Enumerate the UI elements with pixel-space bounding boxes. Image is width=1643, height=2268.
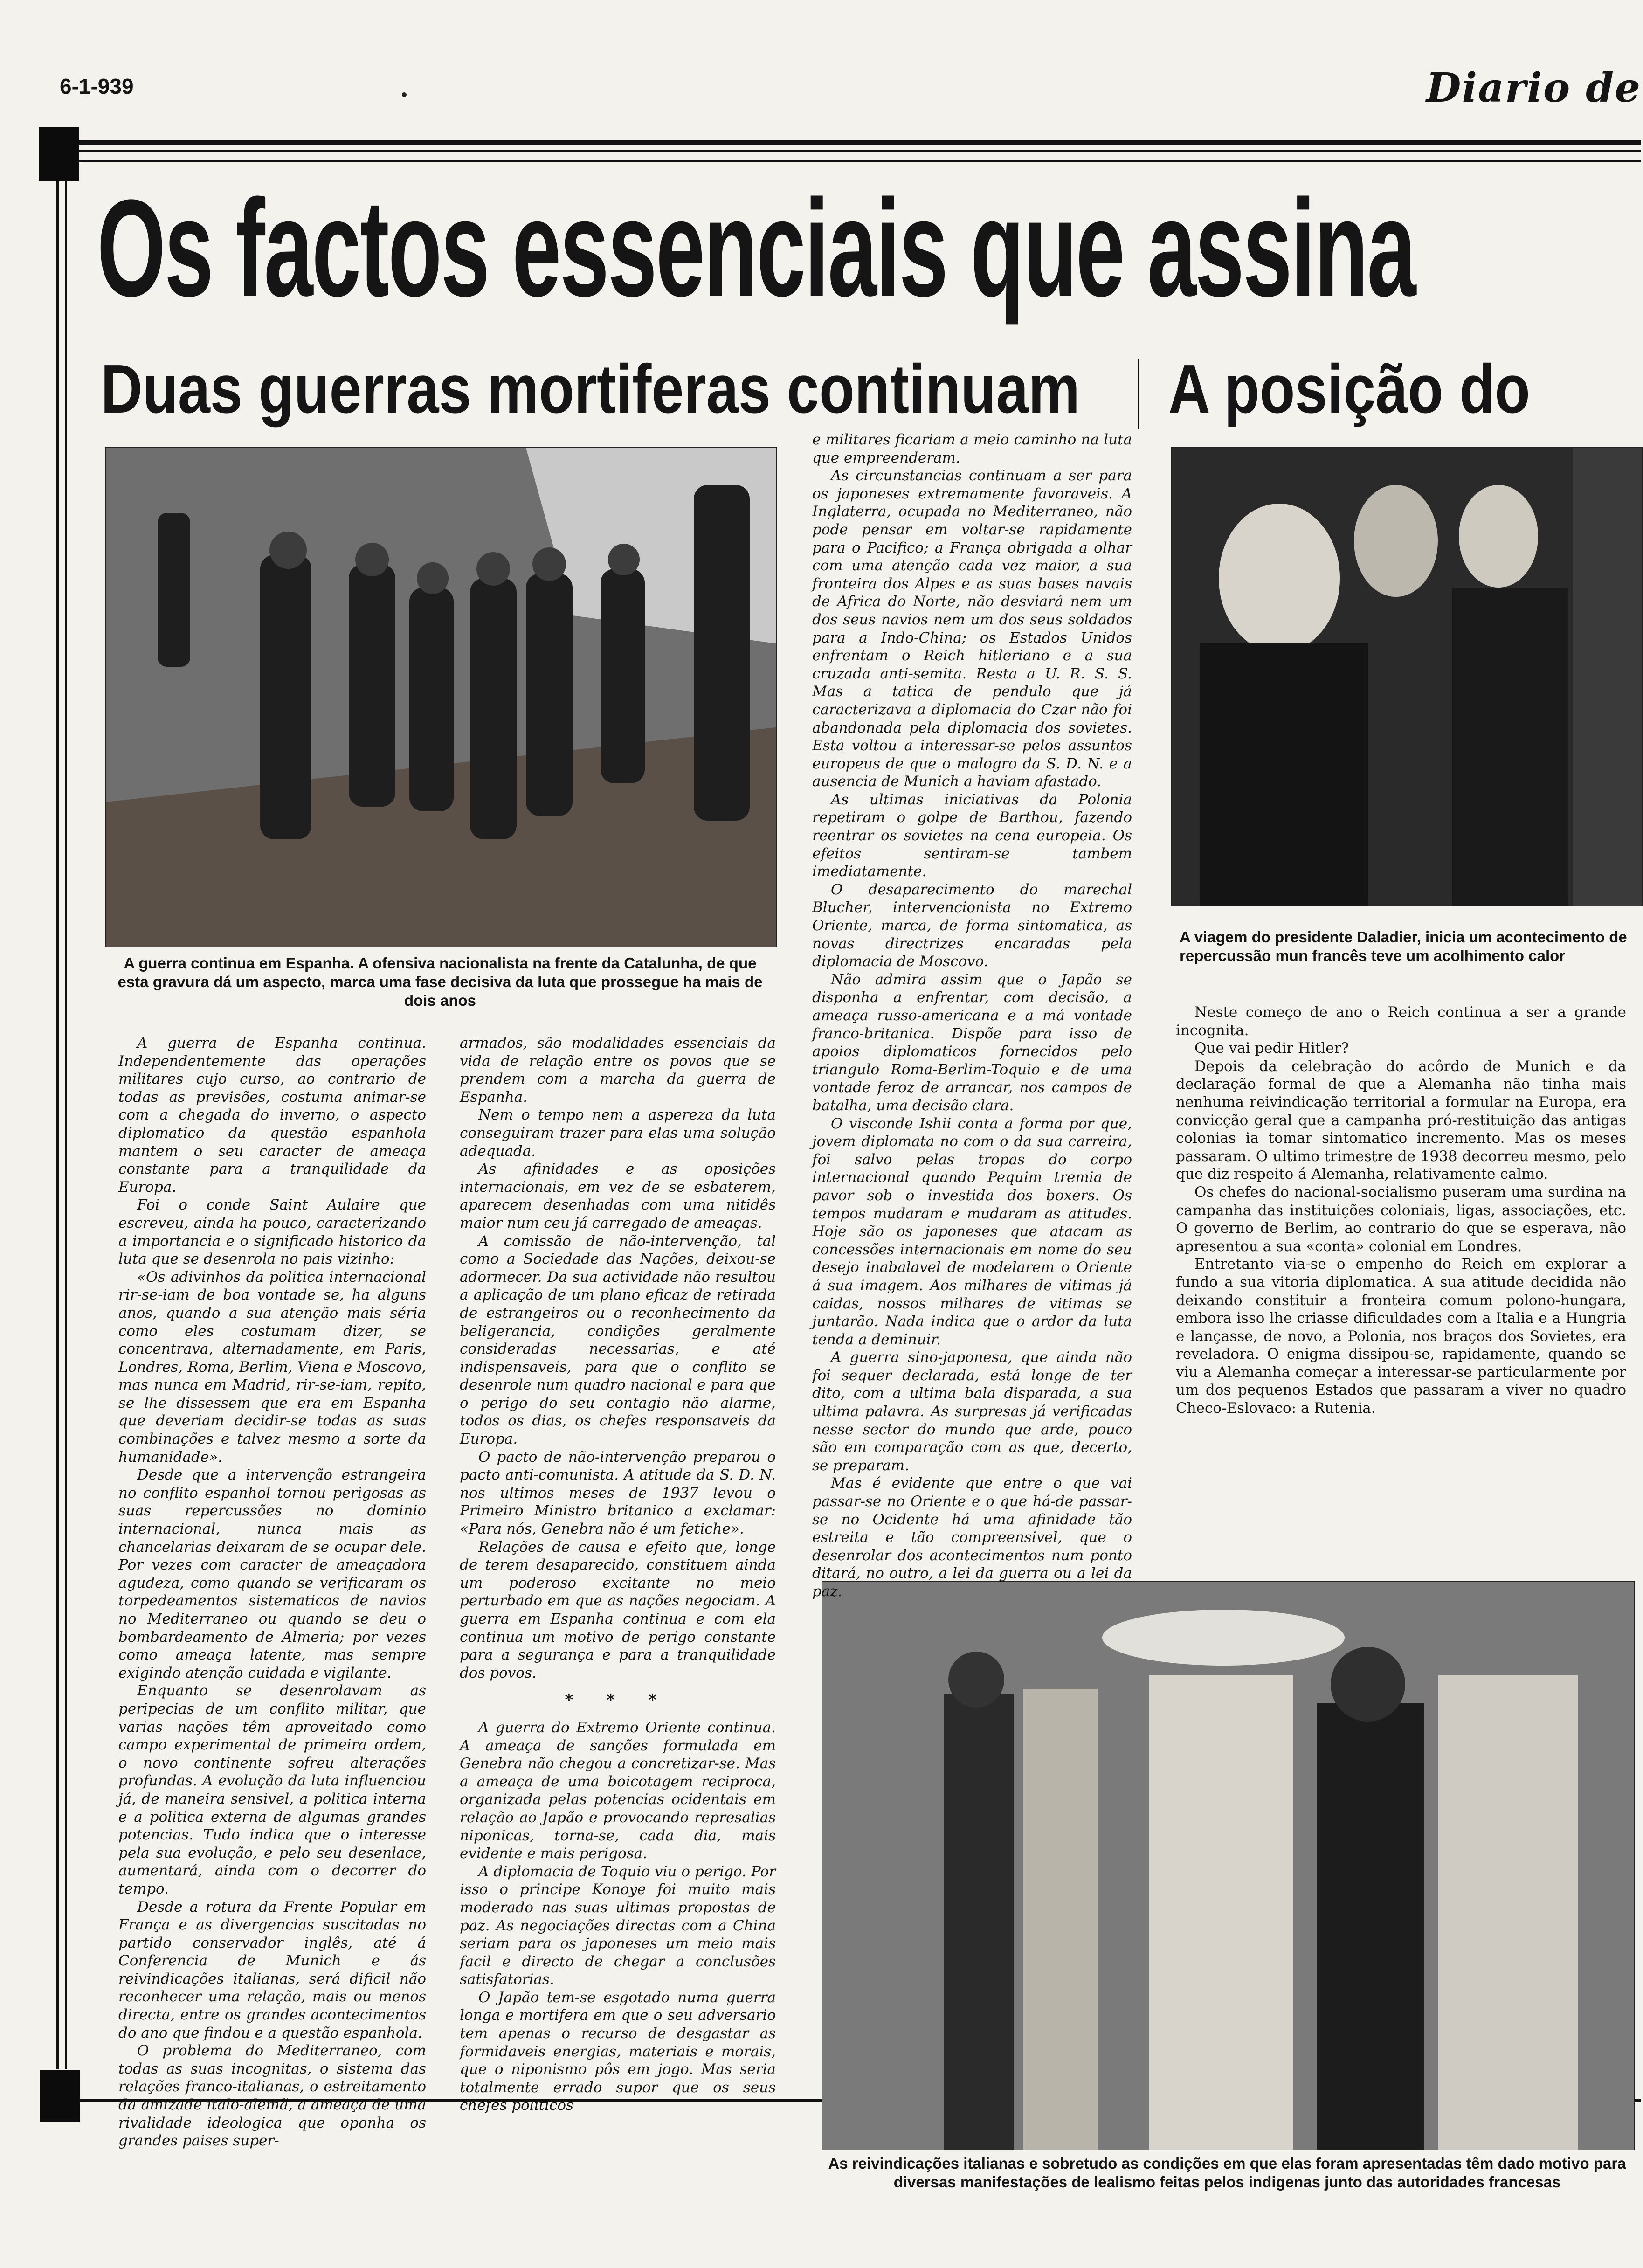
article-paragraph: Depois da celebração do acôrdo de Munich e da declaração formal de que a Alemanha não tinha mais nenhuma reivindicação territorial a formular na Europa, era convicção geral que a campanha pró-restituição das antigas colonias ia tomar sintomatico incremento. Mas os meses passaram. O ultimo trimestre de 1938 decorreu mesmo, pelo que diz respeito á Alemanha, relativamente calmo. [1176,1058,1626,1183]
article-paragraph: Desde que a intervenção estrangeira no conflito espanhol tornou perigosas as suas repercussões no dominio internacional, nunca mais as chancelarias deixaram de se ocupar dele. Por vezes com caracter de ameaçadora agudeza, como quando se verificaram os torpedeamentos sistematicos de navios no Mediterraneo ou quando se deu o bombardeamento de Almeria; por vezes como ameaça latente, mas sempre exigindo atenção cuidada e vigilante. [118,1466,426,1681]
photo-caption-indigenous: As reivindicações italianas e sobretudo as condições em que elas foram apresentadas têm dado motivo para diversas manifestações de lealismo feitas pelos indigenas junto das autoridades francesas [828,2155,1626,2191]
main-headline: Os factos essenciais que assina [97,171,1415,325]
text-column-3 [812,431,1132,1600]
ink-dot [402,92,407,97]
article-paragraph: Entretanto via-se o empenho do Reich em explorar a fundo a sua vitoria diplomatica. A sua atitude decidida não deixando constituir a fronteira comum polono-hungara, embora isso lhe criasse dificuldades com a Italia e a Hungria e lançasse, de novo, a Polonia, nos braços dos Sovietes, era reveladora. O enigma dissipou-se, rapidamente, quando se viu a Alemanha começar a interessar-se particularmente por um dos pequenos Estados que passaram a viver no quadro Checo-Eslovaco: a Rutenia. [1176,1256,1626,1417]
photo-war-spain [105,447,777,947]
text-column-2 [460,1034,776,2114]
article-paragraph: Os chefes do nacional-socialismo puseram uma surdina na campanha das instituições coloniais, ligas, associações, etc. O governo de Berlim, ao contrario do que se esperava, não apresentou a sua «conta» colonial em Londres. [1176,1183,1626,1255]
photo-daladier [1171,447,1643,906]
article-paragraph: Neste começo de ano o Reich continua a ser a grande incognita. [1176,1004,1626,1039]
article-paragraph: Desde a rotura da Frente Popular em França e as divergencias suscitadas no partido conservador inglês, até á Conferencia de Munich e ás reivindicações italianas, será dificil não reconhecer uma relação, mais ou menos directa, entre os grandes acontecimentos do ano que findou e a questão espanhola. [118,1898,426,2041]
article-paragraph: Relações de causa e efeito que, longe de terem desaparecido, constituem ainda um poderoso excitante no meio perturbado em que as nações negociam. A guerra em Espanha continua e com ela continua um motivo de perigo constante para a segurança e para a tranquilidade dos povos. [460,1538,776,1681]
article-paragraph: A guerra do Extremo Oriente continua. A ameaça de sanções formulada em Genebra não chegou a concretizar-se. Mas a ameaça de uma boicotagem reciproca, organizada pelas potencias ocidentais em relação ao Japão e provocando represalias niponicas, torna-se, cada dia, mais evidente e mais perigosa. [460,1719,776,1862]
article-paragraph: O visconde Ishii conta a forma por que, jovem diplomata no com o da sua carreira, foi salvo pelas tropas do corpo internacional quando Pequim tremia de pavor sob o investida dos boxers. Os tempos mudaram e mudaram as atitudes. Hoje são os japoneses que atacam as concessões internacionais em nome do seu desejo inabalavel de modelarem o Oriente á sua imagem. Aos milhares de vitimas já caidas, nossos milhares de vitimas se juntarão. Nada indica que o ardor da luta tenda a deminuir. [812,1115,1132,1348]
article-paragraph: Mas é evidente que entre o que vai passar-se no Oriente e o que há-de passar-se no Ocidente há uma afinidade tão estreita e tão compreensivel, que o desenrolar dos acontecimentos num ponto ditará, no outro, a lei da guerra ou a lei da paz. [812,1475,1132,1600]
article-paragraph: O problema do Mediterraneo, com todas as suas incognitas, o sistema das relações franco-italianas, o estreitamento da amizade italo-alemã, a ameaça de uma rivalidade ideologica que oponha os grandes paises super- [118,2042,426,2150]
article-paragraph: As circunstancias continuam a ser para os japoneses extremamente favoraveis. A Inglaterra, ocupada no Mediterraneo, não pode pensar em voltar-se rapidamente para o Pacifico; a França obrigada a olhar com uma atenção cada vez maior, a sua fronteira dos Alpes e as suas bases navais de Africa do Norte, não desviará nem um dos seus navios nem um dos seus soldados para a Indo-China; os Estados Unidos enfrentam o Reich hitleriano e a sua cruzada anti-semita. Resta a U. R. S. S. Mas a tatica de pendulo que já caracterizava a diplomacia do Czar não foi abandonada pela diplomacia dos sovietes. Esta voltou a interessar-se pelos assuntos europeus de que o malogro da S. D. N. e a ausencia de Munich a haviam afastado. [812,467,1132,790]
top-rule-thin [79,150,1641,152]
article-paragraph: Foi o conde Saint Aulaire que escreveu, ainda ha pouco, caracterizando a importancia e o significado historico da luta que se desenrola no pais vizinho: [118,1196,426,1268]
article-paragraph: «Os adivinhos da politica internacional rir-se-iam de boa vontade se, ha alguns anos, quando a sua atenção mais séria como eles costumam dizer, se concentrava, alternadamente, em Paris, Londres, Roma, Berlim, Viena e Moscovo, mas nunca em Madrid, rir-se-iam, repito, se lhe dissessem que era em Espanha que deveriam decidir-se todas as suas combinações e talvez mesmo a sorte da humanidade». [118,1268,426,1466]
left-vertical-rule-inner [65,181,67,2069]
article-paragraph: A diplomacia de Toquio viu o perigo. Por isso o principe Konoye foi muito mais moderado nas suas ultimas propostas de paz. As negociações directas com a China seriam para os japoneses um meio mais facil e directo de chegar a conclusões satisfatorias. [460,1863,776,1988]
article-paragraph: O desaparecimento do marechal Blucher, intervencionista no Extremo Oriente, marca, de forma sintomatica, as novas directrizes encaradas pela diplomacia de Moscovo. [812,881,1132,970]
article-paragraph: Não admira assim que o Japão se disponha a enfrentar, com decisão, a ameaça russo-americana e a má vontade franco-britanica. Dispõe para isso de apoios diplomaticos fornecidos pelo triangulo Roma-Berlim-Toquio e de uma vontade feroz de arrancar, nos campos de batalha, uma decisão clara. [812,971,1132,1114]
article-paragraph: A guerra sino-japonesa, que ainda não foi sequer declarada, está longe de ter dito, com a ultima bala disparada, a sua ultima palavra. As surpresas já verificadas nesse sector do mundo que arde, pouco são em comparação com as que, decerto, se preparam. [812,1349,1132,1474]
article-paragraph: e militares ficariam a meio caminho na luta que empreenderam. [812,431,1132,466]
masthead: Diario de [1426,64,1641,111]
article-paragraph: armados, são modalidades essenciais da vida de relação entre os povos que se prendem com a marcha da guerra de Espanha. [460,1035,776,1106]
photo-caption-daladier: A viagem do presidente Daladier, inicia um acontecimento de repercussão mun francês teve um acolhimento calor [1180,928,1627,964]
photo-indigenous [822,1581,1635,2150]
article-paragraph: Nem o tempo nem a aspereza da luta conseguiram trazer para elas uma solução adequada. [460,1106,776,1160]
top-rule-thin-2 [79,160,1641,162]
article-paragraph: Que vai pedir Hitler? [1194,1040,1349,1057]
article-paragraph: Enquanto se desenrolavam as peripecias de um conflito militar, que varias nações têm aproveitado como campo experimental de primeira ordem, o novo continente sofreu alterações profundas. A evolução da luta influenciou já, de maneira sensivel, a politica interna e a politica externa de algumas grandes potencias. Tudo indica que o interesse pela sua evolução, e pelo seu desenlace, aumentará, ainda com o decorrer do tempo. [118,1682,426,1897]
top-rule-thick [79,140,1641,145]
section-title-left: Duas guerras mortiferas continuam [101,351,1080,428]
article-paragraph: A comissão de não-intervenção, tal como a Sociedade das Nações, deixou-se adormecer. Da sua actividade não resultou a aplicação de um plano eficaz de retirada de estrangeiros ou o reconhecimento da beligerancia, condições geralmente consideradas necessarias, e até indispensaveis, para que o conflito se desenrole num quadro nacional e para que o perigo do seu contagio não alarme, todos os dias, os chefes responsaveis da Europa. [460,1232,776,1448]
article-paragraph: As afinidades e as oposições internacionais, em vez de se esbaterem, aparecem desenhadas com uma nitidês maior num ceu já carregado de ameaças. [460,1161,776,1231]
article-paragraph: As ultimas iniciativas da Polonia repetiram o golpe de Barthou, fazendo reentrar os sovietes na cena europeia. Os efeitos sentiram-se tambem imediatamente. [812,791,1132,880]
article-paragraph: A guerra de Espanha continua. Independentemente das operações militares cujo curso, ao contrario de todas as previsões, costuma animar-se com a chegada do inverno, o aspecto diplomatico da questão espanhola mantem o seu caracter de ameaça constante para a tranquilidade da Europa. [118,1035,426,1196]
section-separator-stars: * * * [565,1691,671,1710]
section-title-right: A posição do [1168,351,1530,428]
issue-date: 6-1-939 [60,74,134,98]
text-column-4 [1176,1003,1626,1569]
article-paragraph: O Japão tem-se esgotado numa guerra longa e mortifera em que o seu adversario tem apenas o recurso de desgastar as formidaveis energias, materiais e morais, que o niponismo pôs em jogo. Mas seria totalmente errado supor que os seus chefes politicos [460,1989,776,2114]
section-divider [1138,359,1139,429]
text-column-1 [118,1034,426,2150]
left-vertical-rule [56,181,59,2069]
photo-caption-left: A guerra continua em Espanha. A ofensiva nacionalista na frente da Catalunha, de que esta gravura dá um aspecto, marca uma fase decisiva da luta que prossegue ha mais de dois anos [117,954,763,1009]
corner-block-top [39,127,79,181]
article-paragraph: O pacto de não-intervenção preparou o pacto anti-comunista. A atitude da S. D. N. nos ultimos meses de 1937 levou o Primeiro Ministro britanico a exclamar: «Para nós, Genebra não é um fetiche». [460,1448,776,1538]
corner-block-bottom [40,2070,80,2122]
